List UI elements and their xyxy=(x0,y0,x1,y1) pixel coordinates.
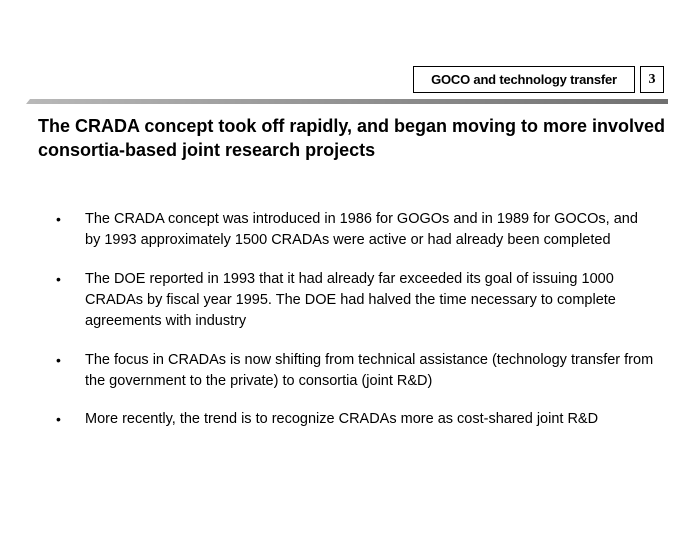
bullet-list xyxy=(56,209,656,430)
bullet-text: More recently, the trend is to recognize CRADAs more as cost-shared joint R&D xyxy=(85,411,599,427)
bullet-dot: • xyxy=(56,411,61,427)
header-rule-bar xyxy=(30,99,668,104)
bullet-item xyxy=(56,350,656,392)
bullet-text: The CRADA concept was introduced in 1986 for GOGOs and in 1989 for GOCOs, and by 1993 approximately 1500 CRADAs were active or had already been completed xyxy=(85,211,638,248)
bullet-dot: • xyxy=(56,352,61,368)
slide-headline: The CRADA concept took off rapidly, and began moving to more involved consortia-based joint research projects xyxy=(38,116,666,160)
bullet-item xyxy=(56,269,656,332)
bullet-item xyxy=(56,409,656,430)
section-tag: GOCO and technology transfer xyxy=(413,66,635,93)
bullet-dot: • xyxy=(56,211,61,227)
bullet-dot: • xyxy=(56,271,61,287)
bullet-item xyxy=(56,209,656,251)
page-number: 3 xyxy=(640,66,664,93)
bullet-text: The focus in CRADAs is now shifting from technical assistance (technology transfer from the government to the private) to consortia (joint R&D) xyxy=(85,352,654,389)
bullet-text: The DOE reported in 1993 that it had already far exceeded its goal of issuing 1000 CRADAs by fiscal year 1995. The DOE had halved the time necessary to complete agreements with industry xyxy=(85,271,616,329)
